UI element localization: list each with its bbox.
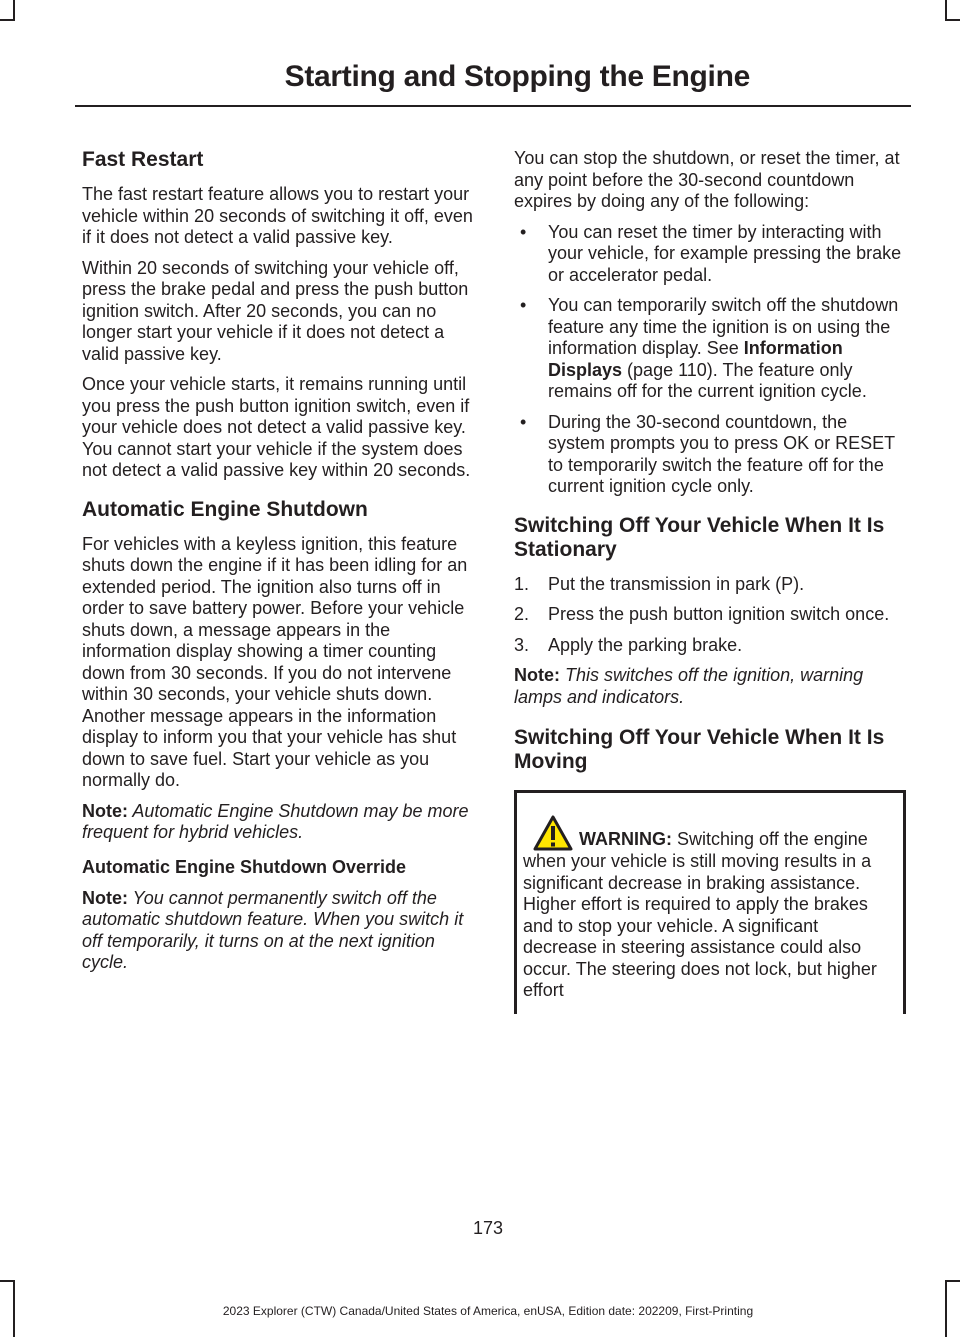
step-text: Press the push button ignition switch once. (548, 604, 890, 624)
auto-shutdown-paragraph: For vehicles with a keyless ignition, this feature shuts down the engine if it has been idling for an extended period. The ignition also turns off in order to save battery power. Before your vehicle shuts down, a message appears in the information display showing a timer counting down from 30 seconds. If you do not intervene within 30 seconds, your vehicle shuts down. Another message appears in the information display to inform you that your vehicle has shut down to save fuel. Start your vehicle as you normally do. (82, 533, 468, 790)
override-note (82, 888, 480, 974)
list-item-text-cont: (page 110). The feature only remains off for the current ignition cycle. (548, 359, 867, 401)
fast-restart-paragraph-1: The fast restart feature allows you to restart your vehicle within 20 seconds of switching it off, even if it does not detect a valid passive key. (82, 184, 473, 247)
fast-restart-paragraph-2: Within 20 seconds of switching your vehicle off, press the brake pedal and press the push button ignition switch. After 20 seconds, you can no longer start your vehicle if it does not detect a valid passive key. (82, 257, 469, 364)
step-number: 1. (514, 573, 530, 594)
left-column (82, 140, 480, 983)
note-text: This switches off the ignition, warning lamps and indicators. (514, 665, 864, 707)
header-rule (75, 105, 911, 107)
auto-shutdown-heading: Automatic Engine Shutdown (82, 497, 368, 521)
information-displays-link[interactable]: Information Displays (548, 338, 843, 380)
note-label: Note: (514, 665, 560, 685)
crop-mark-top-left-h (0, 19, 15, 21)
crop-mark-top-right-h (945, 19, 960, 21)
bullet-marker: • (520, 411, 527, 432)
bullet-marker: • (520, 221, 527, 242)
warning-label: WARNING: (579, 829, 672, 849)
right-column (514, 140, 906, 1014)
note-label: Note: (82, 887, 128, 908)
page-header-title: Starting and Stopping the Engine (284, 60, 750, 93)
page-number: 173 (472, 1218, 504, 1238)
step-item (514, 604, 906, 626)
step-item (514, 574, 906, 596)
crop-mark-top-right-v (945, 0, 947, 20)
stationary-heading: Switching Off Your Vehicle When It Is Stationary (514, 513, 885, 561)
list-item (514, 295, 906, 403)
list-item (514, 222, 906, 287)
bullet-marker: • (520, 295, 527, 315)
warning-paragraph (523, 815, 895, 1002)
step-text: Apply the parking brake. (548, 634, 743, 655)
note-text: Automatic Engine Shutdown may be more frequent for hybrid vehicles. (82, 800, 469, 842)
crop-mark-bottom-left-h (0, 1280, 15, 1282)
step-item (514, 635, 906, 657)
shutdown-stop-list (514, 222, 906, 498)
list-item (514, 412, 906, 498)
stationary-note (514, 665, 906, 708)
shutdown-stop-intro: You can stop the shutdown, or reset the timer, at any point before the 30-second countdown expires by doing any of the following: (514, 148, 900, 211)
list-item-text: You can temporarily switch off the shutdown feature any time the ignition is on using the information display. See (548, 295, 899, 358)
override-heading: Automatic Engine Shutdown Override (82, 856, 407, 877)
warning-box (514, 790, 906, 1014)
fast-restart-paragraph-3: Once your vehicle starts, it remains running until you press the push button ignition switch, even if your vehicle does not detect a valid passive key. You cannot start your vehicle if the system does not detect a valid passive key within 20 seconds. (82, 374, 471, 480)
stationary-steps (514, 574, 906, 657)
list-item-text: During the 30-second countdown, the system prompts you to press OK or RESET to temporarily switch the feature off for the current ignition cycle only. (548, 411, 895, 496)
moving-heading: Switching Off Your Vehicle When It Is Moving (514, 726, 885, 773)
note-text: You cannot permanently switch off the automatic shutdown feature. When you switch it off temporarily, it turns on at the next ignition cycle. (82, 887, 464, 972)
crop-mark-top-left-v (13, 0, 15, 20)
note-label: Note: (82, 800, 128, 821)
step-text: Put the transmission in park (P). (548, 573, 805, 594)
fast-restart-heading: Fast Restart (82, 148, 204, 171)
step-number: 2. (514, 604, 530, 624)
footer-text: 2023 Explorer (CTW) Canada/United States of America, enUSA, Edition date: 202209, First-Printing (222, 1304, 754, 1318)
crop-mark-bottom-right-h (945, 1280, 960, 1282)
step-number: 3. (514, 634, 530, 655)
list-item-text: You can reset the timer by interacting with your vehicle, for example pressing the brake or accelerator pedal. (548, 221, 902, 285)
auto-shutdown-note (82, 801, 480, 844)
warning-text: Switching off the engine when your vehicle is still moving results in a significant decrease in braking assistance. Higher effort is required to apply the brakes and to stop your vehicle. A significant decrease in steering assistance could also occur. The steering does not lock, but higher effort (523, 829, 877, 1000)
warning-triangle-icon (533, 815, 573, 851)
